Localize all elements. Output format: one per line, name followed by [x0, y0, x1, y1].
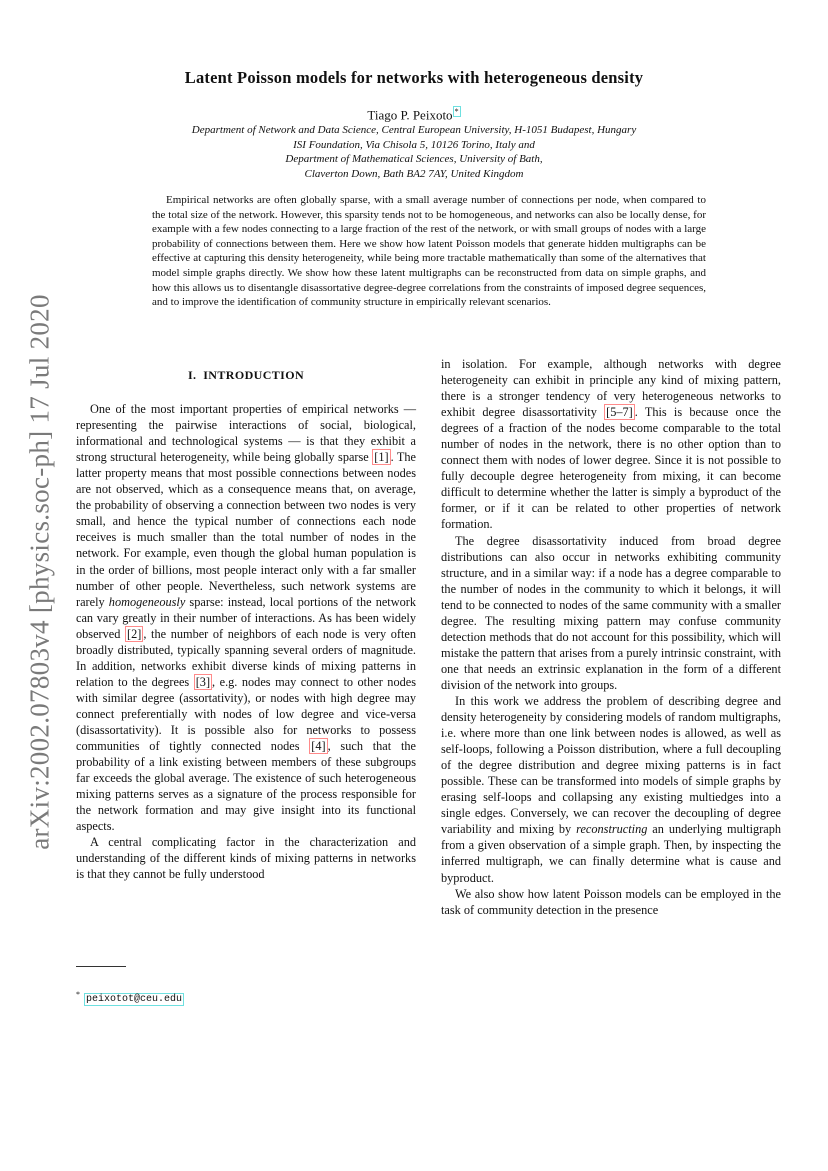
citation-link[interactable]: [3]	[195, 674, 211, 689]
email-link[interactable]: peixotot@ceu.edu	[86, 994, 183, 1006]
text-run: , the number of neighbors of each node is very often broadly distributed, typically spanning several orders of magnitude. In addition, networks exhibit diverse kinds of mixing patterns in relation to the degrees	[76, 626, 416, 689]
text-run: One of the most important properties of empirical networks — representing the pairwise interactions of social, biological, informational and technological systems — is that they exhibit a strong structural heterogeneity, while being globally sparse	[76, 402, 416, 465]
author-name: Tiago P. Peixoto	[367, 107, 453, 123]
author-footnote-link[interactable]: *	[454, 107, 459, 116]
section-title: INTRODUCTION	[203, 368, 305, 382]
paper-title: Latent Poisson models for networks with heterogeneous density	[184, 68, 644, 87]
body-paragraph: We also show how latent Poisson models can be employed in the task of community detection in the presence	[441, 886, 781, 917]
affiliation-line: Claverton Down, Bath BA2 7AY, United Kingdom	[304, 167, 524, 180]
text-run: an underlying multigraph from a given observation of a simple graph. Then, by inspecting the inferred multigraph, we can finally determine what is cause and byproduct.	[441, 822, 781, 885]
citation-link[interactable]: [1]	[374, 450, 389, 465]
body-paragraph	[76, 401, 416, 834]
author-line	[0, 107, 828, 123]
emphasis-text: reconstructing	[576, 822, 648, 837]
affiliation-line: ISI Foundation, Via Chisola 5, 10126 Torino, Italy and	[293, 138, 535, 151]
footnote	[76, 990, 184, 1005]
text-run: In this work we address the problem of describing degree and density heterogeneity by considering models of random multigraphs, i.e. where more than one link between nodes is allowed, as well as self-loops, following a Poisson distribution, where a full decoupling of the degree distribution and degree mixing patterns is in fact possible. These can be transformed into models of simple graphs by erasing self-loops and collapsing any existing multiedges into a single edges. Conversely, we can recover the decoupling of degree variability and mixing by	[441, 693, 781, 837]
text-run: in isolation. For example, although networks with degree heterogeneity can exhibit in principle any kind of mixing pattern, there is a stronger tendency of very heterogeneous networks to exhibit degree disassortativity	[441, 357, 781, 420]
footnote-marker: *	[76, 990, 80, 999]
body-paragraph: A central complicating factor in the characterization and understanding of the different kinds of mixing patterns in networks is that they cannot be fully understood	[76, 835, 416, 882]
section-number: I.	[187, 368, 197, 382]
affiliation-line: Department of Network and Data Science, Central European University, H-1051 Budapest, Hungary	[191, 124, 637, 136]
footnote-divider	[76, 966, 126, 967]
text-run: . The latter property means that most possible connections between nodes are not observed, which as a consequence means that, on average, the probability of observing a connection between two nodes is very small, and hence the typical number of connections each node receives is much smaller than the total number of nodes in the network. For example, even though the global human population is in the order of billions, most people interact only with a far smaller number of other people. Nevertheless, such network systems are rarely	[76, 450, 416, 609]
affiliations	[0, 123, 828, 181]
body-paragraph: The degree disassortativity induced from broad degree distributions can also occur in networks exhibiting community structure, and in a similar way: if a node has a degree comparable to the number of nodes in the community to which it belongs, it will tend to be connected to nodes of the same community with a smaller degree. The resulting mixing pattern may confuse community detection methods that do not account for this possibility, which will mistake the pattern that arises from a purely intrinsic constraint, with one that needs an extrinsic explanation in the form of a different division of the network into groups.	[441, 533, 781, 692]
right-column	[441, 356, 781, 918]
citation-link[interactable]: [5–7]	[606, 405, 633, 420]
affiliation-line: Department of Mathematical Sciences, University of Bath,	[285, 153, 543, 166]
citation-link[interactable]: [4]	[311, 739, 326, 754]
text-run: . This is because once the degrees of a fraction of the nodes become comparable to the total number of nodes in the network, there is no other option than to connect them with nodes of lower degree. Since it is not possible to fully decouple degree heterogeneity from mixing, it can become difficult to determine whether the latter is simply a byproduct of the former, or if it can be related to other properties of network formation.	[441, 405, 781, 532]
text-run: , e.g. nodes may connect to other nodes with similar degree (assortativity), or nodes with high degree may connect preferentially with nodes of low degree and vice-versa (disassortativity). It is possible also for networks to possess communities of tightly connected nodes	[76, 674, 416, 754]
text-run: , such that the probability of a link existing between members of these subgroups far exceeds the global average. The existence of such heterogeneous mixing patterns serves as a signature of the process responsible for the network formation and may give insight into its functional aspects.	[76, 739, 416, 834]
arxiv-identifier: arXiv:2002.07803v4 [physics.soc-ph] 17 Jul 2020	[24, 294, 55, 850]
emphasis-text: homogeneously	[108, 594, 186, 609]
citation-link[interactable]: [2]	[127, 626, 142, 641]
abstract: Empirical networks are often globally sparse, with a small average number of connections per node, when compared to the total size of the network. However, this sparsity tends not to be homogeneous, and networks can also be locally dense, for example with a few nodes connecting to a large fraction of the rest of the network, or with small groups of nodes with a large probability of connections between them. Here we show how latent Poisson models that generate hidden multigraphs can be effective at capturing this density heterogeneity, while being more tractable mathematically than some of the alternatives that model simple graphs directly. We show how these latent multigraphs can be reconstructed from data on simple graphs, and how this allows us to disentangle disassortative degree-degree correlations from the constraints of imposed degree sequences, and to improve the identification of community structure in empirically relevant scenarios.	[152, 194, 706, 309]
left-column	[76, 360, 416, 882]
text-run: sparse: instead, local portions of the network can vary greatly in their number of interactions. As has been widely observed	[76, 594, 416, 641]
body-paragraph	[441, 693, 781, 886]
body-paragraph	[441, 356, 781, 533]
section-heading	[76, 367, 416, 383]
